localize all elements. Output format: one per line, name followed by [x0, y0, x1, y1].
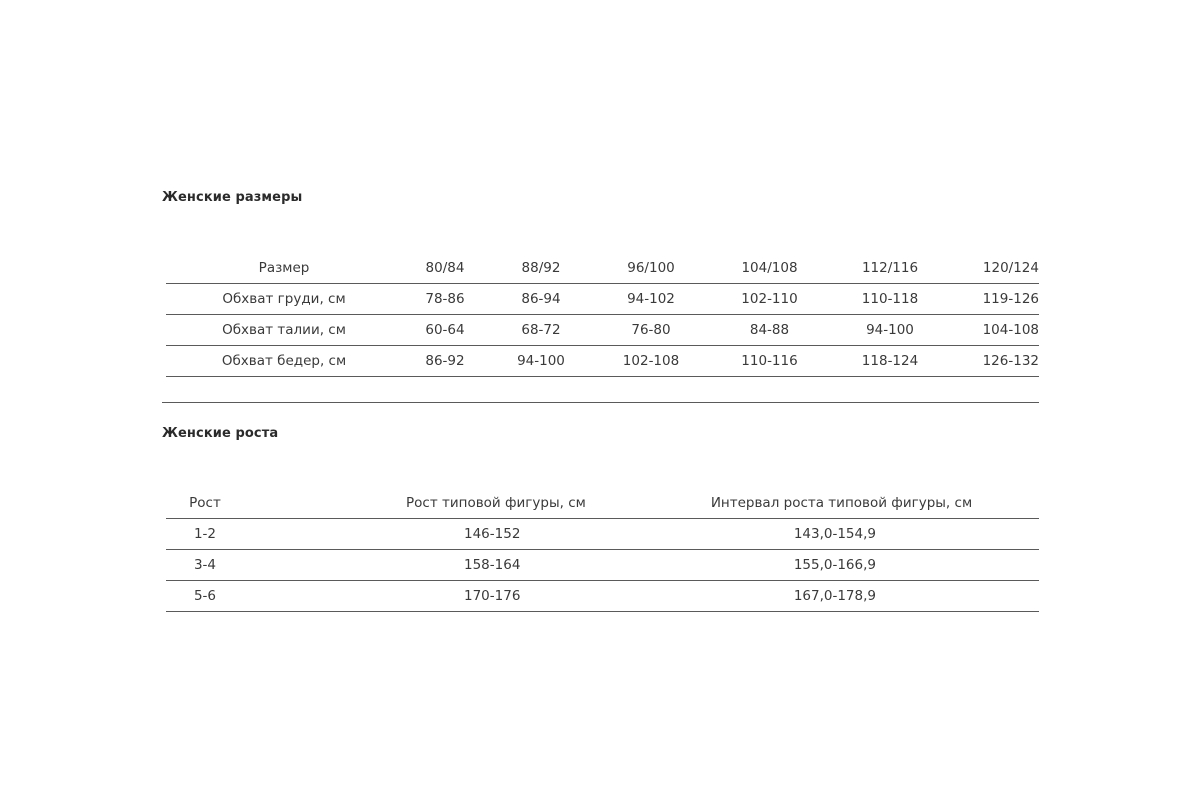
table-cell: 94-102: [594, 284, 708, 315]
table-cell: 94-100: [831, 315, 949, 346]
table-cell: 1-2: [166, 519, 244, 550]
heights-header-text: Рост типовой фигуры, см: [406, 495, 586, 511]
table-cell: 110-118: [831, 284, 949, 315]
table-row: [166, 581, 1039, 612]
sizes-header-cell: 112/116: [861, 260, 919, 276]
table-cell: [244, 550, 586, 581]
sizes-header-cell: 96/100: [627, 260, 675, 276]
cell-text: 146-152: [464, 526, 521, 542]
table-cell: 76-80: [594, 315, 708, 346]
heights-header-cell: Рост: [189, 495, 221, 511]
table-cell: 86-94: [488, 284, 594, 315]
heights-section-title: Женские роста: [162, 426, 279, 441]
heights-header-text: Интервал роста типовой фигуры, см: [710, 495, 973, 511]
table-cell: 126-132: [949, 346, 1039, 377]
table-cell: 60-64: [402, 315, 488, 346]
cell-text: 143,0-154,9: [793, 526, 876, 542]
heights-table-header-row: [166, 488, 1039, 519]
table-cell: [244, 581, 586, 612]
table-cell: 118-124: [831, 346, 949, 377]
sizes-header-cell: 104/108: [741, 260, 798, 276]
table-cell: 104-108: [949, 315, 1039, 346]
row-label: Обхват талии, см: [166, 315, 402, 346]
table-cell: 102-110: [708, 284, 831, 315]
table-cell: 3-4: [166, 550, 244, 581]
sizes-section-title: Женские размеры: [162, 190, 303, 205]
table-cell: 84-88: [708, 315, 831, 346]
cell-text: 155,0-166,9: [793, 557, 876, 573]
heights-header-cell: [586, 488, 1039, 519]
table-cell: 110-116: [708, 346, 831, 377]
table-row: [166, 315, 1039, 346]
table-cell: [244, 519, 586, 550]
sizes-table-header-row: [166, 253, 1039, 284]
sizes-header-size-label: Размер: [258, 260, 310, 276]
section-divider: [162, 402, 1039, 403]
cell-text: 158-164: [464, 557, 521, 573]
sizes-header-cell: 80/84: [425, 260, 465, 276]
sizes-table: [166, 253, 1039, 377]
table-cell: [586, 550, 1039, 581]
table-row: [166, 284, 1039, 315]
table-cell: [586, 519, 1039, 550]
table-cell: 102-108: [594, 346, 708, 377]
table-cell: 94-100: [488, 346, 594, 377]
row-label: Обхват груди, см: [166, 284, 402, 315]
table-row: [166, 346, 1039, 377]
heights-table: [166, 488, 1039, 612]
cell-text: 167,0-178,9: [793, 588, 876, 604]
table-cell: 78-86: [402, 284, 488, 315]
table-cell: 86-92: [402, 346, 488, 377]
row-label: Обхват бедер, см: [166, 346, 402, 377]
table-cell: [586, 581, 1039, 612]
cell-text: 170-176: [464, 588, 521, 604]
heights-header-cell: [244, 488, 586, 519]
table-row: [166, 519, 1039, 550]
sizes-header-cell: 120/124: [982, 260, 1039, 276]
table-row: [166, 550, 1039, 581]
sizes-header-cell: 88/92: [521, 260, 561, 276]
table-cell: 119-126: [949, 284, 1039, 315]
table-cell: 5-6: [166, 581, 244, 612]
table-cell: 68-72: [488, 315, 594, 346]
